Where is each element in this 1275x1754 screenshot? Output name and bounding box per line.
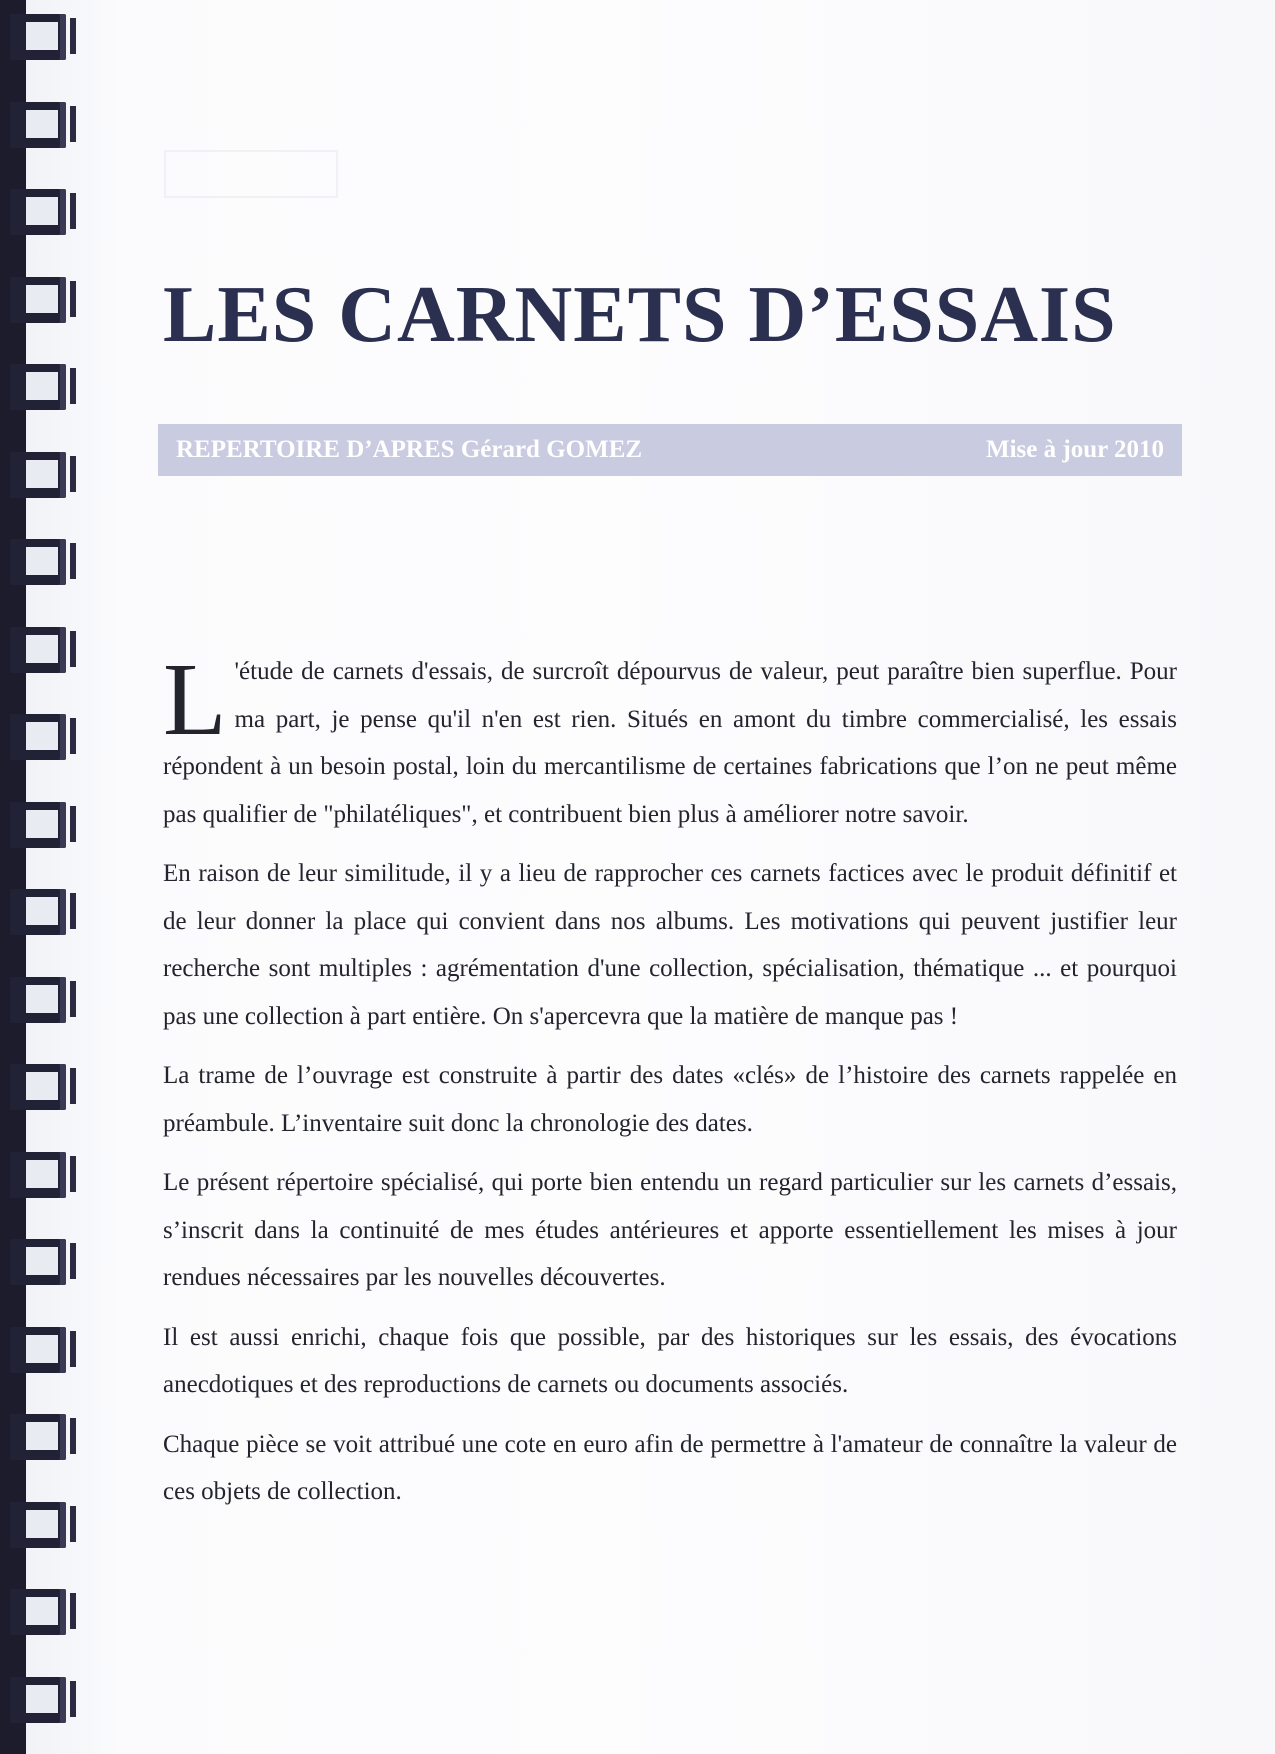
banner-update-label: Mise à jour 2010 [986,436,1164,463]
spiral-binding [0,0,82,1754]
binding-ring [10,1496,74,1554]
binding-ring [10,796,74,854]
binding-ring [10,1233,74,1291]
binding-ring [10,1583,74,1641]
binding-ring [10,533,74,591]
binding-ring [10,446,74,504]
binding-ring [10,1671,74,1729]
binding-ring [10,708,74,766]
banner-author-label: REPERTOIRE D’APRES Gérard GOMEZ [176,436,643,463]
binding-ring [10,1146,74,1204]
binding-ring [10,183,74,241]
intro-paragraph [163,642,1177,838]
document-title: LES CARNETS D’ESSAIS [163,271,1117,359]
body-text [163,642,1177,1528]
paragraph-5: Chaque pièce se voit attribué une cote en euro afin de permettre à l'amateur de connaître la valeur de ces objets de collection. [163,1430,1177,1505]
binding-spine [0,0,26,1754]
paragraph-4: Il est aussi enrichi, chaque fois que possible, par des historiques sur les essais, des évocations anecdotiques et des reproductions de carnets ou documents associés. [163,1323,1177,1398]
binding-ring [10,1408,74,1466]
binding-ring [10,271,74,329]
drop-cap: L [163,642,227,757]
intro-paragraph-text: 'étude de carnets d'essais, de surcroît dépourvus de valeur, peut paraître bien superflue. Pour ma part, je pense qu'il n'en est rien. Situés en amont du timbre commercialisé, les essais répondent à un besoin postal, loin du mercantilisme de certaines fabrications que l’on ne peut même pas qualifier de "philatéliques", et contribuent bien plus à améliorer notre savoir. [163,658,1177,828]
bleed-through-box [164,150,338,198]
binding-ring [10,96,74,154]
binding-ring [10,8,74,66]
binding-ring [10,1321,74,1379]
paragraph-3: Le présent répertoire spécialisé, qui porte bien entendu un regard particulier sur les carnets d’essais, s’inscrit dans la continuité de mes études antérieures et apporte essentiellement les mises à jour rendues nécessaires par les nouvelles découvertes. [163,1169,1177,1291]
binding-ring [10,358,74,416]
binding-ring [10,971,74,1029]
paragraph-2: La trame de l’ouvrage est construite à partir des dates «clés» de l’histoire des carnets rappelée en préambule. L’inventaire suit donc la chronologie des dates. [163,1062,1177,1137]
binding-ring [10,883,74,941]
binding-ring [10,1058,74,1116]
paragraph-1: En raison de leur similitude, il y a lieu de rapprocher ces carnets factices avec le produit définitif et de leur donner la place qui convient dans nos albums. Les motivations qui peuvent justifier leur recherche sont multiples : agrémentation d'une collection, spécialisation, thématique ... et pourquoi pas une collection à part entière. On s'apercevra que la matière de manque pas ! [163,860,1177,1030]
header-banner [158,424,1182,476]
binding-ring [10,621,74,679]
